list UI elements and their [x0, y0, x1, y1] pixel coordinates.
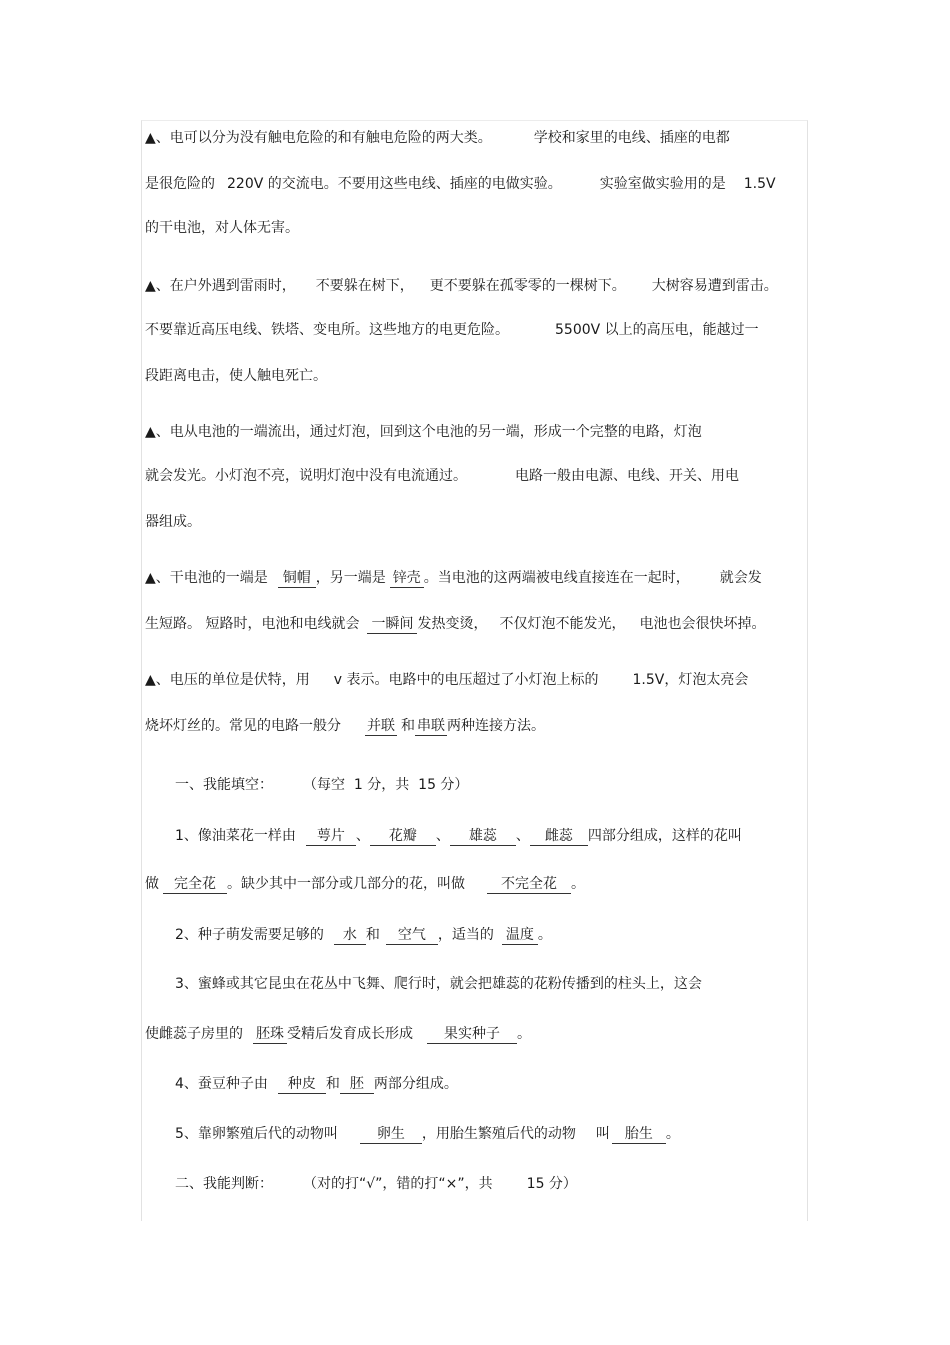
p3-line-2	[145, 466, 739, 486]
text: ▲、在户外遇到雷雨时，	[145, 278, 296, 294]
text: ▲、电压的单位是伏特，用	[145, 672, 310, 688]
question-2	[175, 925, 552, 945]
text: 电路一般由电源、电线、开关、用电	[515, 468, 739, 484]
p5-line-1	[145, 670, 748, 690]
text: 1.5V	[743, 176, 776, 192]
section-score-total: 15 分）	[526, 1176, 577, 1192]
text: 、	[515, 828, 530, 844]
answer-blank: 胚	[340, 1075, 374, 1094]
question-4	[175, 1074, 458, 1094]
question-1-line-2	[145, 874, 585, 894]
section-1-heading	[175, 775, 468, 795]
text: ▲、电可以分为没有触电危险的和有触电危险的两大类。	[145, 130, 492, 146]
text: ，另一端是	[315, 570, 386, 586]
answer-blank: 串联	[417, 718, 445, 734]
section-title: 二、我能判断：	[175, 1176, 273, 1192]
section-score: （每空 1 分，共 15 分）	[303, 777, 469, 793]
answer-blank: 胚珠	[253, 1025, 287, 1044]
text: 不仅灯泡不能发光，	[499, 616, 626, 632]
text: 。缺少其中一部分或几部分的花，叫做	[227, 876, 465, 892]
answer-blank: 不完全花	[487, 875, 571, 894]
text: 、	[435, 828, 450, 844]
p1-line-2	[145, 174, 776, 194]
text: 不要躲在树下，	[315, 278, 414, 294]
answer-blank: 水	[334, 926, 366, 945]
text: ▲、干电池的一端是	[145, 570, 268, 586]
text: 烧坏灯丝的。常见的电路一般分	[145, 718, 341, 734]
p2-line-3: 段距离电击，使人触电死亡。	[145, 368, 327, 384]
text: 电池也会很快坏掉。	[639, 616, 766, 632]
p5-line-2	[145, 716, 545, 736]
text: 2、种子萌发需要足够的	[175, 927, 324, 943]
text: 两种连接方法。	[447, 718, 545, 734]
text: 发热变烫，	[417, 616, 488, 632]
p2-line-2	[145, 320, 759, 340]
p3-line-3: 器组成。	[145, 514, 201, 530]
text: 学校和家里的电线、插座的电都	[533, 130, 730, 146]
text: 5500V 以上的高压电，能越过一	[555, 322, 759, 338]
text: 叫	[595, 1126, 610, 1142]
text: 两部分组成。	[373, 1076, 458, 1092]
answer-blank: 铜帽	[278, 569, 316, 588]
answer-blank: 胎生	[612, 1125, 666, 1144]
answer-blank: 锌壳	[390, 569, 424, 588]
text: 做	[145, 876, 159, 892]
answer-blank: 卵生	[360, 1125, 422, 1144]
text: 受精后发育成长形成	[287, 1026, 413, 1042]
p1-line-3: 的干电池，对人体无害。	[145, 220, 299, 236]
text: ，适当的	[437, 927, 494, 943]
text: 4、蚕豆种子由	[175, 1076, 268, 1092]
section-title: 一、我能填空：	[175, 777, 273, 793]
text: 不要靠近高压电线、铁塔、变电所。这些地方的电更危险。	[145, 322, 509, 338]
text: 。	[517, 1026, 531, 1042]
answer-blank: 温度	[502, 926, 538, 945]
question-3-line-2	[145, 1024, 531, 1044]
p4-line-1	[145, 568, 762, 588]
text: 220V 的交流电。不要用这些电线、插座的电做实验。	[227, 176, 562, 192]
text: 生短路。 短路时，电池和电线就会	[145, 616, 360, 632]
text: 就会发	[719, 570, 762, 586]
answer-blank: 花瓣	[370, 827, 436, 846]
text: 实验室做实验用的是	[599, 176, 726, 192]
text: 更不要躲在孤零零的一棵树下。	[429, 278, 626, 294]
text: 。	[665, 1126, 680, 1142]
text: 就会发光。小灯泡不亮，说明灯泡中没有电流通过。	[145, 468, 467, 484]
answer-blank: 完全花	[163, 875, 227, 894]
text: 四部分组成，这样的花叫	[587, 828, 742, 844]
answer-blank: 雌蕊	[530, 827, 588, 846]
text: v 表示。电路中的电压超过了小灯泡上标的	[333, 672, 599, 688]
text: ，用胎生繁殖后代的动物	[421, 1126, 576, 1142]
text: 、	[355, 828, 370, 844]
text: 和	[401, 718, 415, 734]
answer-blank: 空气	[386, 926, 438, 945]
text: 。	[571, 876, 585, 892]
text: 是很危险的	[145, 176, 215, 192]
text: 大树容易遭到雷击。	[651, 278, 778, 294]
p1-line-1	[145, 128, 730, 148]
text: 1.5V，灯泡太亮会	[632, 672, 749, 688]
question-3-line-1: 3、蜜蜂或其它昆虫在花丛中飞舞、爬行时，就会把雄蕊的花粉传播到的柱头上，这会	[175, 976, 702, 992]
text: 5、靠卵繁殖后代的动物叫	[175, 1126, 338, 1142]
text: 和	[325, 1076, 340, 1092]
text: 使雌蕊子房里的	[145, 1026, 243, 1042]
answer-blank: 果实种子	[427, 1025, 517, 1044]
p3-line-1: ▲、电从电池的一端流出，通过灯泡，回到这个电池的另一端，形成一个完整的电路，灯泡	[145, 424, 702, 440]
question-5	[175, 1124, 680, 1144]
section-score: （对的打“√”，错的打“×”，共	[303, 1176, 493, 1192]
answer-blank: 并联	[367, 718, 395, 734]
text: 。	[537, 927, 552, 943]
p2-line-1	[145, 276, 778, 296]
question-1-line-1	[175, 826, 742, 846]
answer-blank: 萼片	[306, 827, 356, 846]
section-2-heading	[175, 1174, 577, 1194]
answer-blank: 一瞬间	[367, 615, 417, 634]
answer-blank: 雄蕊	[450, 827, 516, 846]
answer-blank: 种皮	[278, 1075, 326, 1094]
text: 。当电池的这两端被电线直接连在一起时，	[423, 570, 690, 586]
text: 和	[365, 927, 380, 943]
p4-line-2	[145, 614, 765, 634]
text: 1、像油菜花一样由	[175, 828, 296, 844]
